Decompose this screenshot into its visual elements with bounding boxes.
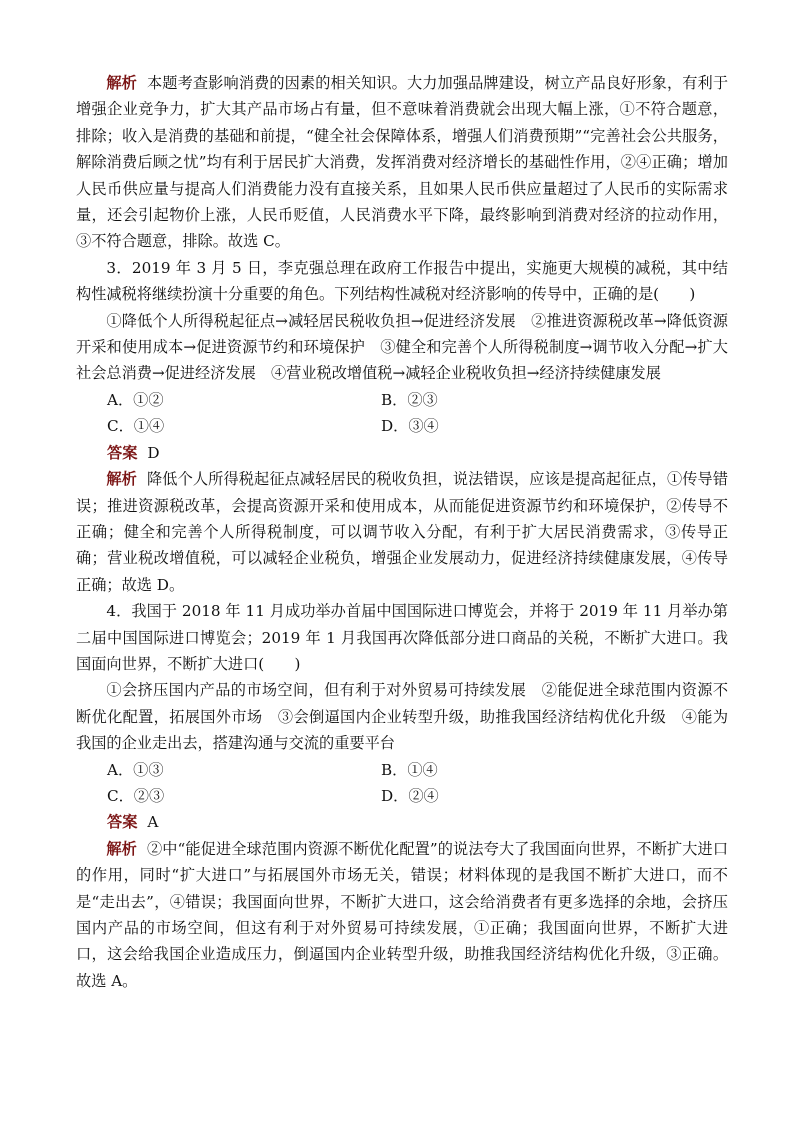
analysis-text: 本题考查影响消费的因素的相关知识。大力加强品牌建设，树立产品良好形象，有利于增强企业竞争力，扩大其产品市场占有量，但不意味着消费就会出现大幅上涨，①不符合题意，排除；收入是消费的基础和前提，“健全社会保障体系，增强人们消费预期”“完善社会公共服务，解除消费后顾之忧”均有利于居民扩大消费，发挥消费对经济增长的基础性作用，②④正确；增加人民币供应量与提高人们消费能力没有直接关系，且如果人民币供应量超过了人民币的实际需求量，还会引起物价上涨，人民币贬值，人民消费水平下降，最终影响到消费对经济的拉动作用，③不符合题意，排除。故选 C。 — [76, 74, 729, 251]
analysis-paragraph-1 — [76, 70, 728, 255]
option-d: D．②④ — [381, 786, 439, 805]
question-3-stem: 3．2019 年 3 月 5 日，李克强总理在政府工作报告中提出，实施更大规模的减税，其中结构性减税将继续扮演十分重要的角色。下列结构性减税对经济影响的传导中，正确的是( ) — [76, 258, 728, 304]
analysis-label: 解析 — [106, 470, 137, 489]
option-b: B．②③ — [381, 390, 438, 409]
question-4-items: ①会挤压国内产品的市场空间，但有利于对外贸易可持续发展 ②能促进全球范围内资源不断优化配置，拓展国外市场 ③会倒逼国内企业转型升级，助推我国经济结构优化升级 ④能为我国的企业走出去，搭建沟通与交流的重要平台 — [76, 681, 728, 753]
question-4-analysis — [76, 836, 728, 994]
document-page — [76, 70, 728, 994]
option-d: D．③④ — [381, 417, 439, 436]
option-b: B．①④ — [381, 760, 438, 779]
option-a: A．①③ — [107, 760, 164, 779]
analysis-text: ②中“能促进全球范围内资源不断优化配置”的说法夸大了我国面向世界，不断扩大进口的作用，同时“扩大进口”与拓展国外市场无关，错误；材料体现的是我国不断扩大进口，而不是“走出去”，④错误；我国面向世界，不断扩大进口，这会给消费者有更多选择的余地，会挤压国内产品的市场空间，但这有利于对外贸易可持续发展，①正确；我国面向世界，不断扩大进口，这会给我国企业造成压力，倒逼国内企业转型升级，助推我国经济结构优化升级，③正确。故选 A。 — [76, 839, 729, 990]
answer-value: A — [147, 813, 159, 832]
option-c: C．②③ — [107, 786, 165, 805]
analysis-text: 降低个人所得税起征点减轻居民的税收负担，说法错误，应该是提高起征点，①传导错误；推进资源税改革，会提高资源开采和使用成本，从而能促进资源节约和环境保护，②传导不正确；健全和完善个人所得税制度，可以调节收入分配，有利于扩大居民消费需求，③传导正确；营业税改增值税，可以减轻企业税负，增强企业发展动力，促进经济持续健康发展，④传导正确；故选 D。 — [76, 470, 729, 594]
answer-value: D — [147, 443, 160, 462]
question-3-items: ①降低个人所得税起征点→减轻居民税收负担→促进经济发展 ②推进资源税改革→降低资源开采和使用成本→促进资源节约和环境保护 ③健全和完善个人所得税制度→调节收入分配→扩大社会总消费→促进经济发展 ④营业税改增值税→减轻企业税收负担→经济持续健康发展 — [76, 311, 728, 383]
question-4-answer — [76, 809, 728, 835]
question-3-analysis — [76, 466, 728, 598]
option-a: A．①② — [107, 390, 164, 409]
question-3-answer — [76, 440, 728, 466]
question-4-options — [76, 757, 728, 810]
answer-label: 答案 — [107, 813, 138, 832]
answer-label: 答案 — [107, 443, 138, 462]
option-c: C．①④ — [107, 417, 165, 436]
analysis-label: 解析 — [106, 839, 137, 858]
question-4-stem: 4．我国于 2018 年 11 月成功举办首届中国国际进口博览会，并将于 2019 年 11 月举办第二届中国国际进口博览会；2019 年 1 月我国再次降低部分进口商品的关税，不断扩大进口。我国面向世界，不断扩大进口( ) — [76, 602, 728, 673]
analysis-label: 解析 — [106, 74, 137, 92]
question-3-options — [76, 387, 728, 440]
